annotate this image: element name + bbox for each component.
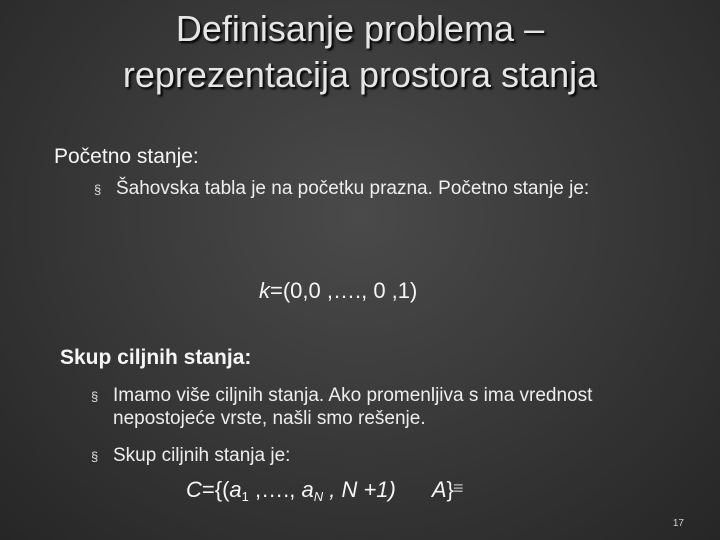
formula-k: k — [259, 278, 270, 303]
goal-states-bullet-1 — [91, 384, 673, 430]
formula-tail: , N +1) — [323, 477, 396, 502]
goal-states-bullet-2 — [91, 444, 673, 467]
formula-k-value: =(0,0 ,…., 0 ,1) — [270, 278, 418, 303]
formula-a-set: A — [431, 477, 447, 502]
initial-state-text: Šahovska tabla je na početku prazna. Početno stanje je: — [116, 178, 590, 199]
initial-state-heading: Početno stanje: — [54, 145, 199, 168]
bullet-marker-icon: § — [91, 449, 99, 464]
bullet-marker-icon: § — [91, 389, 99, 404]
formula-dots: ,…., — [248, 477, 302, 502]
formula-open: ={( — [201, 477, 230, 502]
formula-sub-1: 1 — [241, 489, 249, 504]
formula-a1: a — [229, 477, 242, 502]
title-line-2: reprezentacija prostora stanja — [122, 54, 598, 95]
goal-states-text-2: Skup ciljnih stanja je: — [113, 445, 291, 466]
initial-state-bullet — [94, 177, 696, 200]
formula-close: } — [446, 477, 454, 502]
slide-title — [0, 6, 720, 98]
formula-sub-n: N — [313, 489, 324, 504]
formula-overlay-symbol: ≡ — [453, 478, 464, 498]
goal-states-heading: Skup ciljnih stanja: — [60, 346, 252, 369]
initial-state-formula — [259, 278, 417, 304]
goal-states-formula — [186, 477, 454, 504]
bullet-marker-icon: § — [94, 182, 102, 197]
goal-states-text-1: Imamo više ciljnih stanja. Ako promenljiva s ima vrednost nepostojeće vrste, našli smo rešenje. — [113, 385, 593, 429]
title-line-1: Definisanje problema – — [175, 8, 545, 49]
formula-c: C — [186, 477, 202, 502]
page-number: 17 — [672, 518, 684, 529]
formula-an: a — [301, 477, 314, 502]
